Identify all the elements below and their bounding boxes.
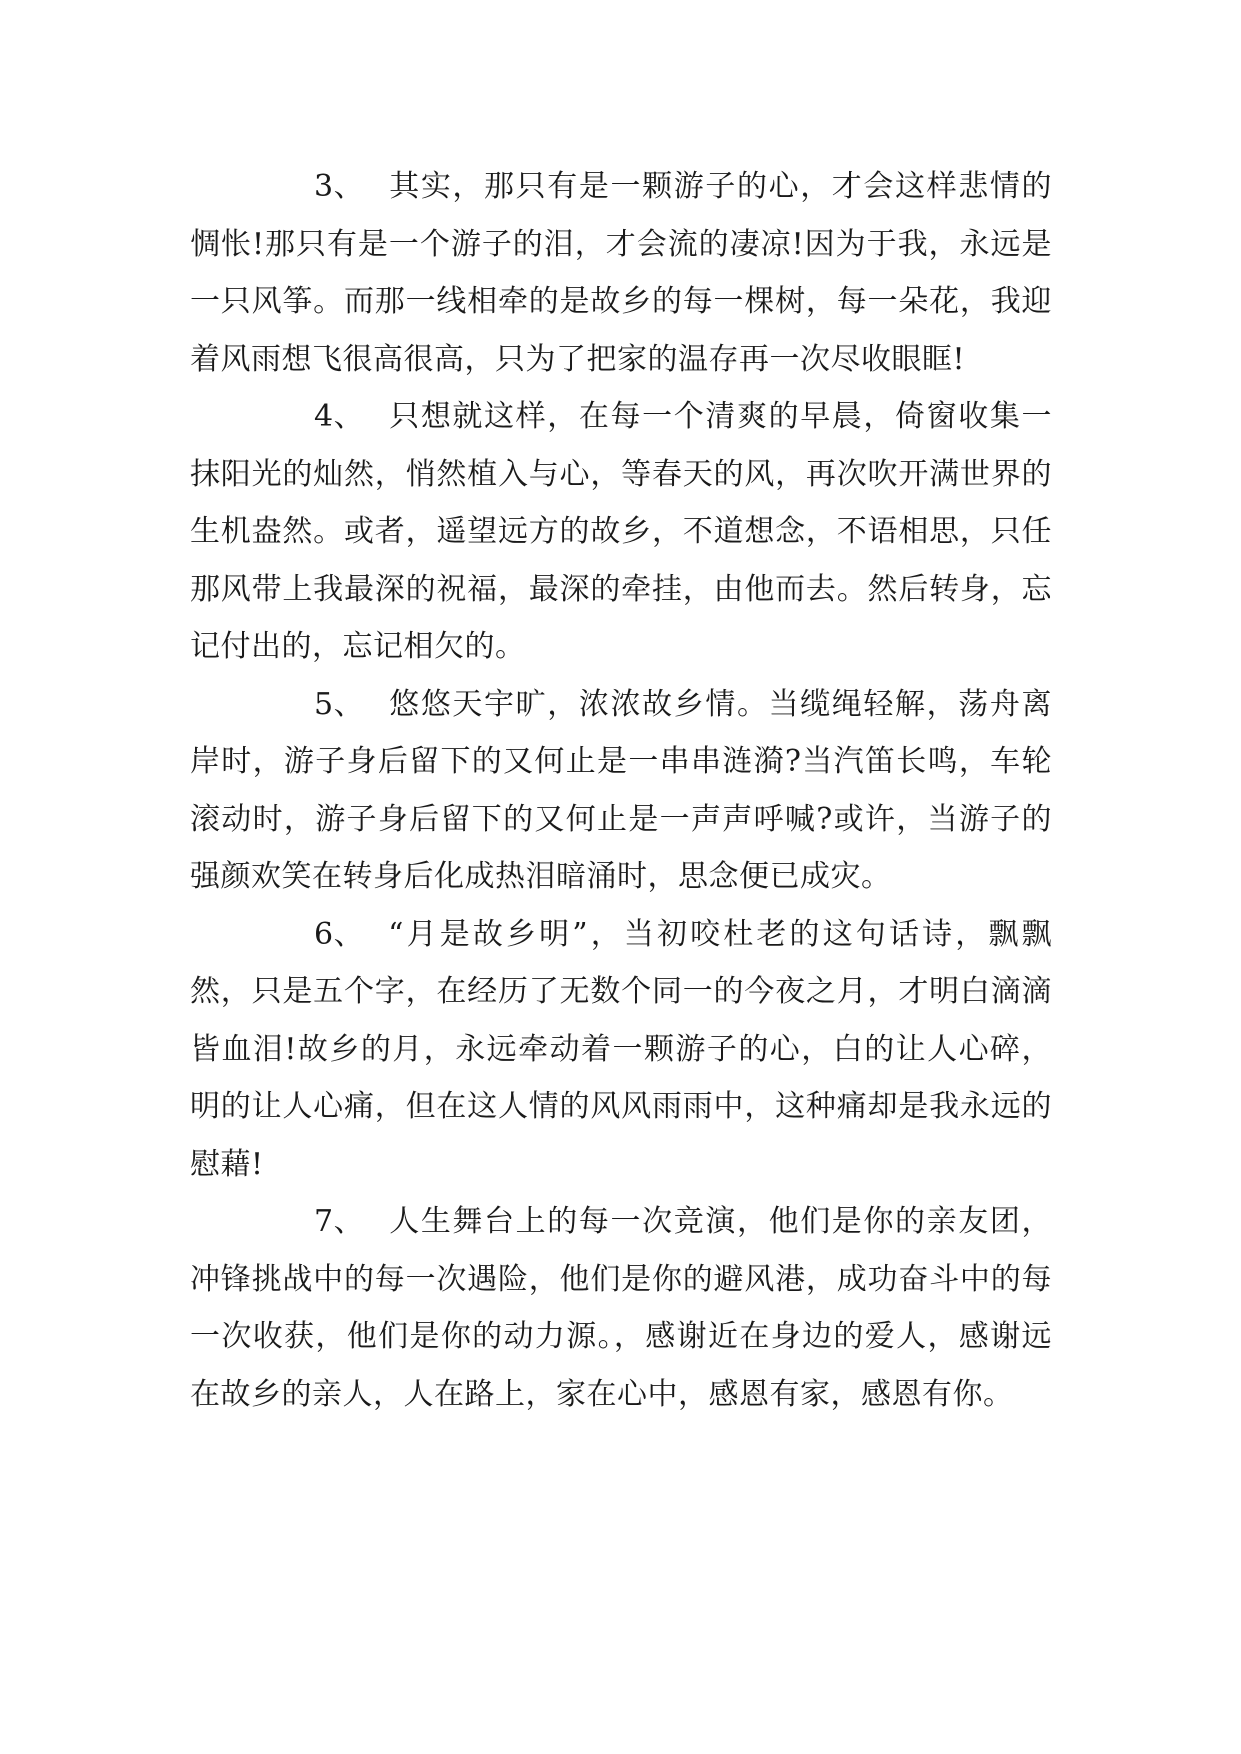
document-body bbox=[190, 158, 1052, 1423]
paragraph-text: “月是故乡明”，当初咬杜老的这句话诗，飘飘然，只是五个字，在经历了无数个同一的今夜之月，才明白滴滴皆血泪!故乡的月，永远牵动着一颗游子的心，白的让人心碎，明的让人心痛，但在这人情的风风雨雨中，这种痛却是我永远的慰藉! bbox=[190, 916, 1052, 1182]
paragraph-3 bbox=[190, 158, 1052, 388]
paragraph-text: 悠悠天宇旷，浓浓故乡情。当缆绳轻解，荡舟离岸时，游子身后留下的又何止是一串串涟漪?当汽笛长鸣，车轮滚动时，游子身后留下的又何止是一声声呼喊?或许，当游子的强颜欢笑在转身后化成热泪暗涌时，思念便已成灾。 bbox=[190, 686, 1052, 894]
paragraph-number: 7、 bbox=[314, 1204, 365, 1239]
paragraph-number: 5、 bbox=[314, 686, 365, 722]
paragraph-4 bbox=[190, 388, 1052, 676]
paragraph-number: 6、 bbox=[314, 916, 365, 952]
paragraph-6 bbox=[190, 906, 1052, 1194]
paragraph-text: 只想就这样，在每一个清爽的早晨，倚窗收集一抹阳光的灿然，悄然植入与心，等春天的风，再次吹开满世界的生机盎然。或者，遥望远方的故乡，不道想念，不语相思，只任那风带上我最深的祝福，最深的牵挂，由他而去。然后转身，忘记付出的，忘记相欠的。 bbox=[190, 399, 1052, 664]
paragraph-7 bbox=[190, 1193, 1052, 1423]
paragraph-text: 人生舞台上的每一次竞演，他们是你的亲友团，冲锋挑战中的每一次遇险，他们是你的避风港，成功奋斗中的每一次收获，他们是你的动力源。，感谢近在身边的爱人，感谢远在故乡的亲人，人在路上，家在心中，感恩有家，感恩有你。 bbox=[190, 1204, 1052, 1412]
paragraph-5 bbox=[190, 676, 1052, 906]
paragraph-text: 其实，那只有是一颗游子的心，才会这样悲情的惆怅!那只有是一个游子的泪，才会流的凄凉!因为于我，永远是一只风筝。而那一线相牵的是故乡的每一棵树，每一朵花，我迎着风雨想飞很高很高，只为了把家的温存再一次尽收眼眶! bbox=[190, 169, 1052, 377]
paragraph-number: 3、 bbox=[314, 169, 365, 204]
paragraph-number: 4、 bbox=[314, 399, 365, 434]
